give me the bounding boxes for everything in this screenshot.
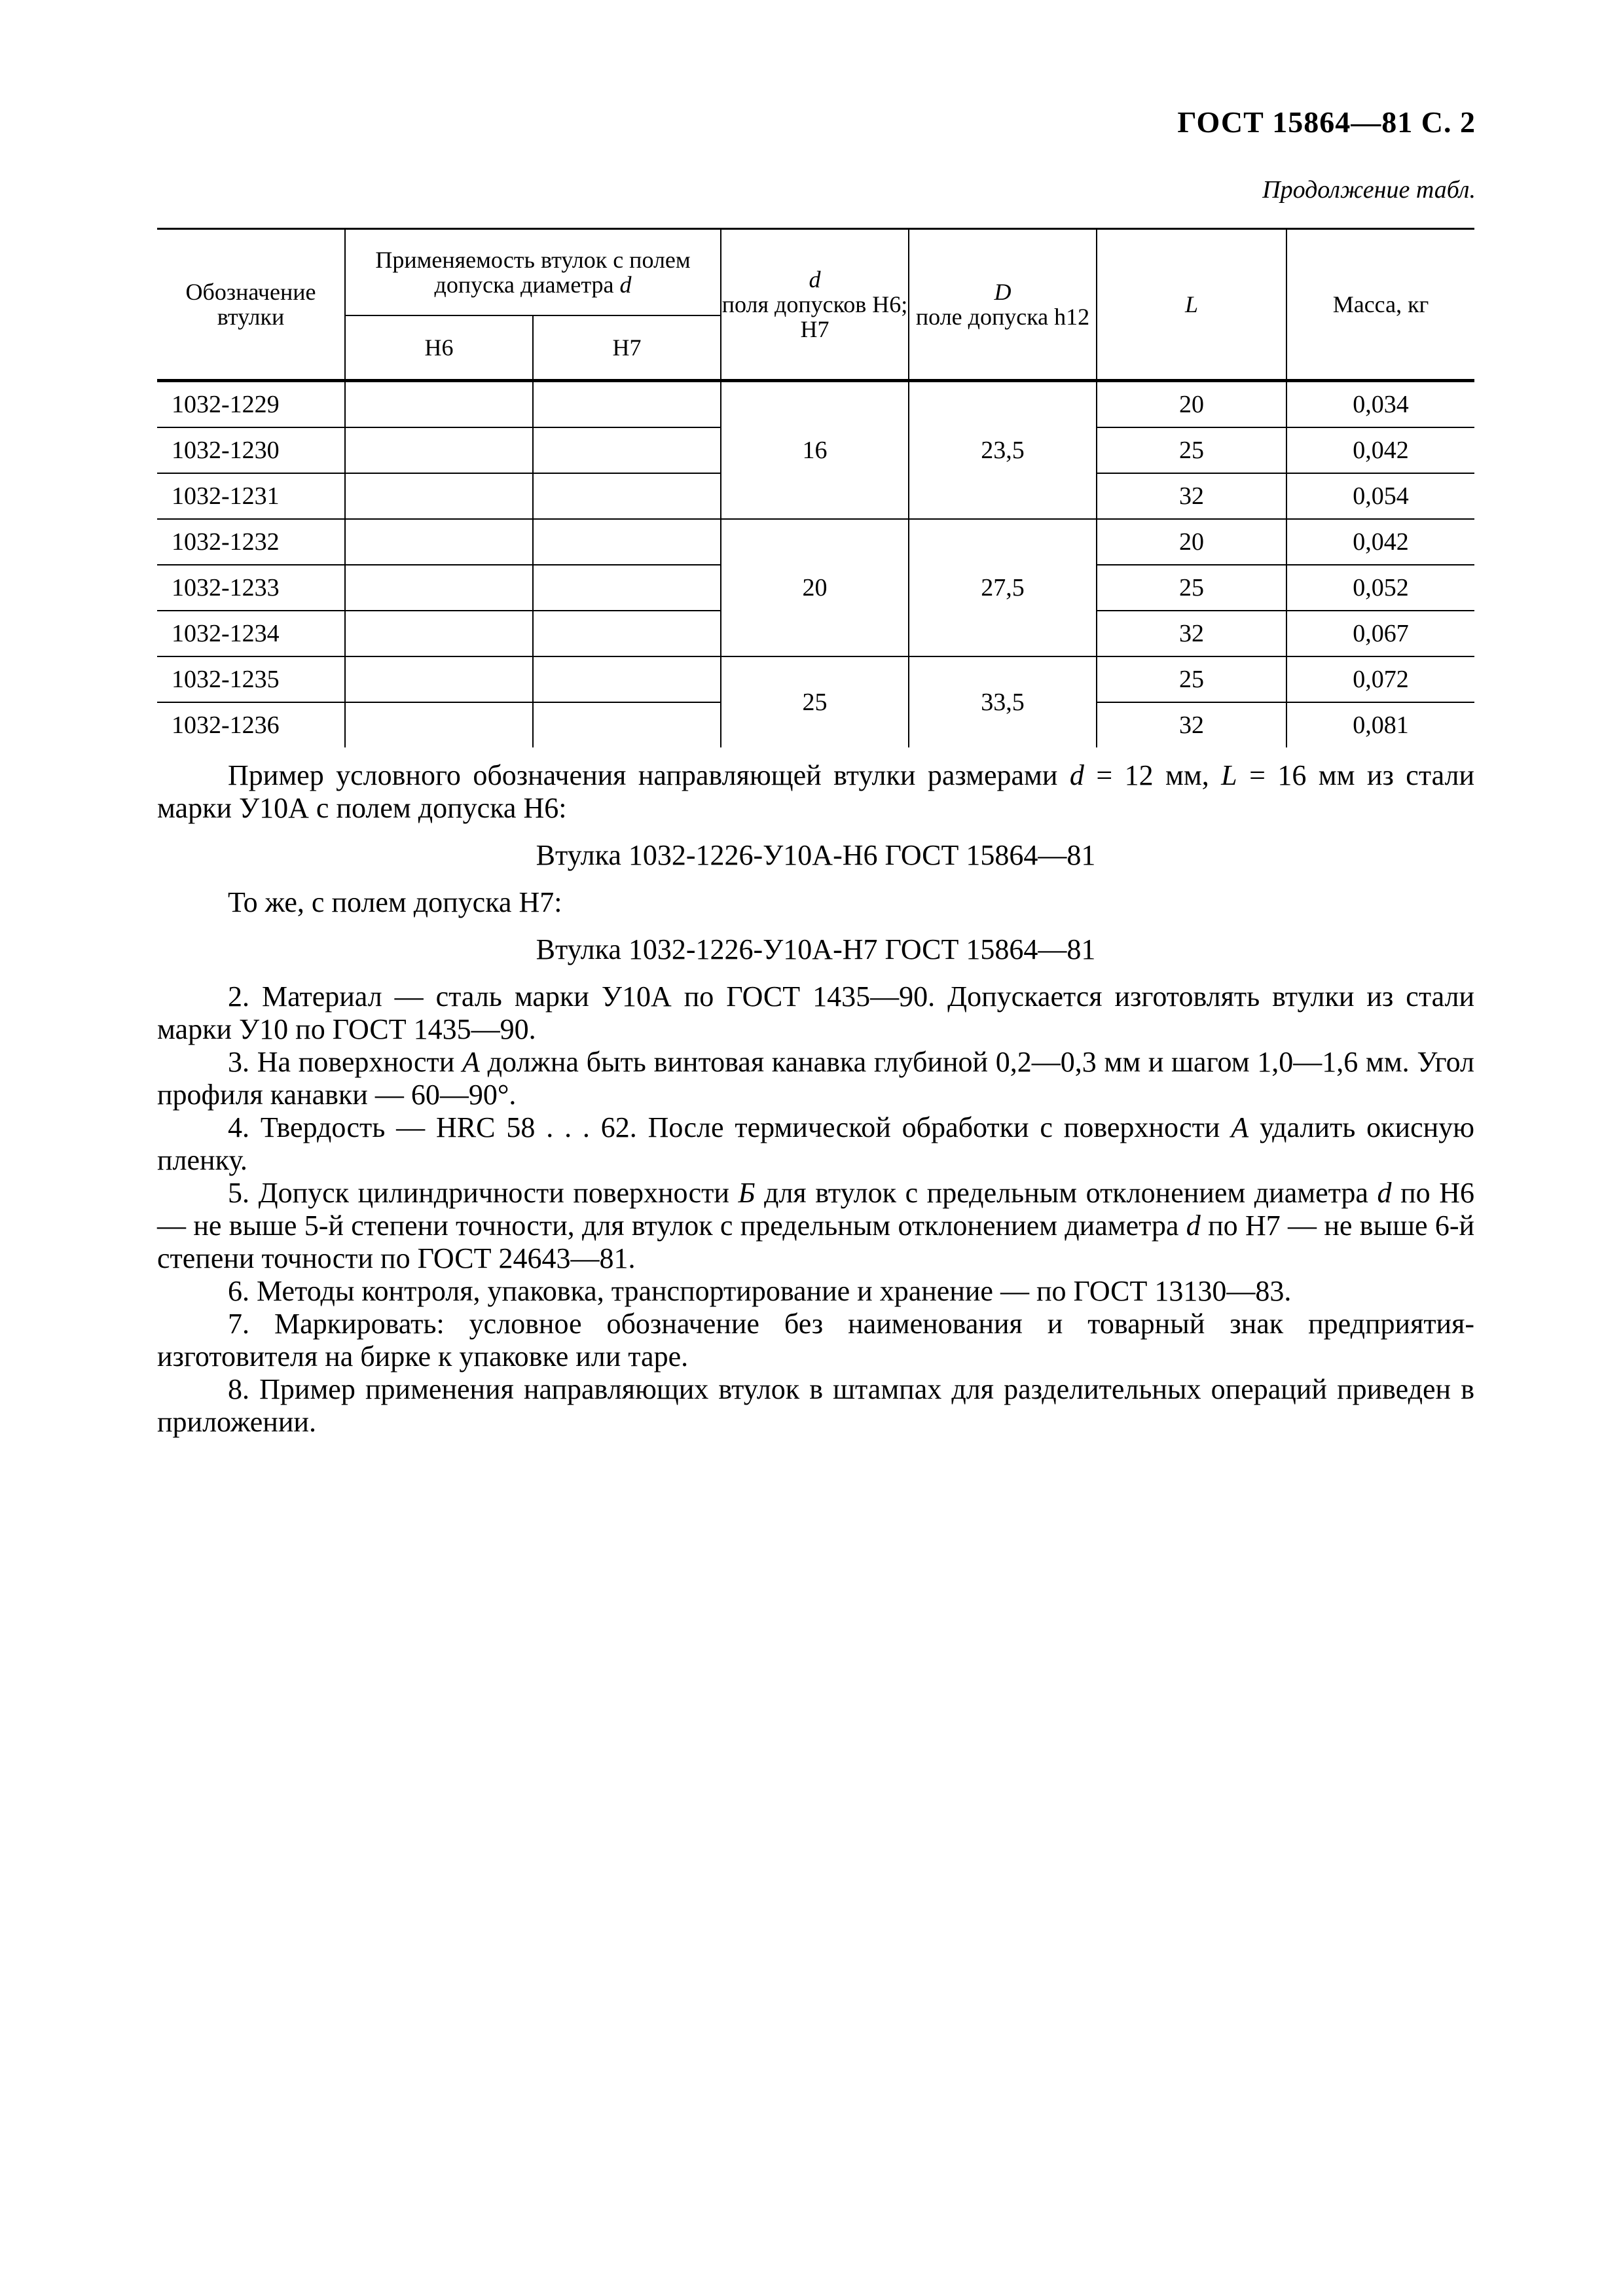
cell-h7 (533, 381, 721, 428)
cell-d: 20 (721, 519, 909, 656)
cell-h6 (345, 381, 533, 428)
designation-example-paragraph (157, 759, 1474, 825)
header-d (721, 229, 909, 381)
header-D-desc: поле допуска h12 (915, 304, 1090, 330)
cell-L: 25 (1097, 427, 1286, 473)
example-text-b: = 12 мм, (1096, 759, 1209, 791)
clause-5-text-b: для втулок с предельным отклонением диаметра (764, 1177, 1368, 1209)
example-var-L: L (1221, 759, 1237, 791)
clause-3-text-b: должна быть винтовая канавка глубиной 0,2—0,3 мм и шагом 1,0—1,6 мм. Угол профиля канавки — 60—90°. (157, 1046, 1475, 1111)
cell-mass: 0,052 (1286, 565, 1474, 611)
header-d-desc: поля допусков Н6; Н7 (721, 291, 908, 342)
clause-5-var-d2: d (1186, 1210, 1201, 1242)
cell-L: 32 (1097, 473, 1286, 519)
clause-4-text-a: 4. Твердость — HRC 58 . . . 62. После термической обработки с поверхности (228, 1111, 1220, 1143)
cell-h6 (345, 427, 533, 473)
cell-L: 32 (1097, 702, 1286, 747)
cell-h7 (533, 519, 721, 565)
cell-code: 1032-1230 (157, 427, 345, 473)
designation-example-h7: Втулка 1032-1226-У10А-Н7 ГОСТ 15864—81 (536, 933, 1096, 965)
clause-5-cylindricity (157, 1177, 1474, 1275)
clause-5-text-c: по Н6 — не выше 5-й степени точности, для втулок с предельным отклонением диаметра (157, 1177, 1475, 1242)
cell-d: 16 (721, 381, 909, 520)
cell-h7 (533, 565, 721, 611)
header-mass: Масса, кг (1286, 229, 1474, 381)
header-D (909, 229, 1097, 381)
cell-h6 (345, 565, 533, 611)
cell-h7 (533, 427, 721, 473)
header-h7: Н7 (533, 315, 721, 381)
clause-8-example: 8. Пример применения направляющих втулок в штампах для разделительных операций приведен в приложении. (157, 1373, 1474, 1438)
header-h6: Н6 (345, 315, 533, 381)
bushing-table (157, 228, 1474, 747)
clause-3-text-a: 3. На поверхности (228, 1046, 455, 1078)
example-text-c: = 16 мм из стали марки У10А с полем допуска Н6: (157, 759, 1475, 824)
cell-mass: 0,034 (1286, 381, 1474, 428)
clause-3-surface-A: А (462, 1046, 480, 1078)
cell-code: 1032-1235 (157, 656, 345, 702)
cell-L: 20 (1097, 381, 1286, 428)
clause-4-surface-A: А (1231, 1111, 1249, 1143)
header-applicability-var: d (619, 272, 632, 298)
designation-example-h6: Втулка 1032-1226-У10А-Н6 ГОСТ 15864—81 (536, 839, 1096, 871)
cell-code: 1032-1234 (157, 611, 345, 656)
cell-h7 (533, 611, 721, 656)
clause-5-surface-B: Б (738, 1177, 756, 1209)
cell-code: 1032-1229 (157, 381, 345, 428)
clause-5-var-d1: d (1377, 1177, 1392, 1209)
cell-h7 (533, 656, 721, 702)
clause-6-control: 6. Методы контроля, упаковка, транспортирование и хранение — по ГОСТ 13130—83. (228, 1275, 1292, 1307)
clause-4-hardness (157, 1111, 1474, 1177)
header-applicability (345, 229, 721, 316)
cell-h6 (345, 656, 533, 702)
header-designation: Обозначение втулки (157, 229, 345, 381)
cell-h6 (345, 473, 533, 519)
clause-5-text-e: по Н7 — не выше 6-й степени точности по ГОСТ 24643—81. (157, 1210, 1475, 1274)
cell-code: 1032-1236 (157, 702, 345, 747)
example-var-d: d (1069, 759, 1084, 791)
clause-2-material: 2. Материал — сталь марки У10А по ГОСТ 1435—90. Допускается изготовлять втулки из стали марки У10 по ГОСТ 1435—90. (157, 980, 1474, 1045)
cell-L: 20 (1097, 519, 1286, 565)
cell-code: 1032-1231 (157, 473, 345, 519)
clause-5-text-a: 5. Допуск цилиндричности поверхности (228, 1177, 729, 1209)
header-applicability-text: Применяемость втулок с полем допуска диаметра (375, 247, 691, 298)
cell-code: 1032-1232 (157, 519, 345, 565)
cell-code: 1032-1233 (157, 565, 345, 611)
cell-mass: 0,067 (1286, 611, 1474, 656)
example-text-a: Пример условного обозначения направляющей втулки размерами (228, 759, 1058, 791)
same-h7-paragraph: То же, с полем допуска Н7: (228, 886, 562, 918)
cell-mass: 0,042 (1286, 427, 1474, 473)
cell-h6 (345, 702, 533, 747)
header-D-symbol: D (994, 279, 1012, 305)
cell-D: 27,5 (909, 519, 1097, 656)
table-row (157, 656, 1474, 702)
cell-L: 32 (1097, 611, 1286, 656)
cell-h6 (345, 611, 533, 656)
table-continuation-note: Продолжение табл. (1262, 176, 1476, 204)
cell-d: 25 (721, 656, 909, 747)
cell-L: 25 (1097, 565, 1286, 611)
cell-mass: 0,042 (1286, 519, 1474, 565)
clause-7-marking: 7. Маркировать: условное обозначение без наименования и товарный знак предприятия-изготовителя на бирке к упаковке или таре. (157, 1308, 1474, 1372)
clause-4-text-b: удалить окисную пленку. (157, 1111, 1475, 1176)
document-body-text (157, 759, 1474, 1439)
cell-mass: 0,081 (1286, 702, 1474, 747)
header-d-symbol: d (809, 266, 821, 293)
table-row (157, 381, 1474, 428)
cell-h6 (345, 519, 533, 565)
cell-mass: 0,054 (1286, 473, 1474, 519)
cell-D: 23,5 (909, 381, 1097, 520)
cell-h7 (533, 473, 721, 519)
cell-mass: 0,072 (1286, 656, 1474, 702)
table-row (157, 519, 1474, 565)
header-L: L (1097, 229, 1286, 381)
cell-L: 25 (1097, 656, 1286, 702)
cell-h7 (533, 702, 721, 747)
page-header-title: ГОСТ 15864—81 С. 2 (1177, 105, 1476, 139)
cell-D: 33,5 (909, 656, 1097, 747)
clause-3-groove (157, 1046, 1474, 1111)
